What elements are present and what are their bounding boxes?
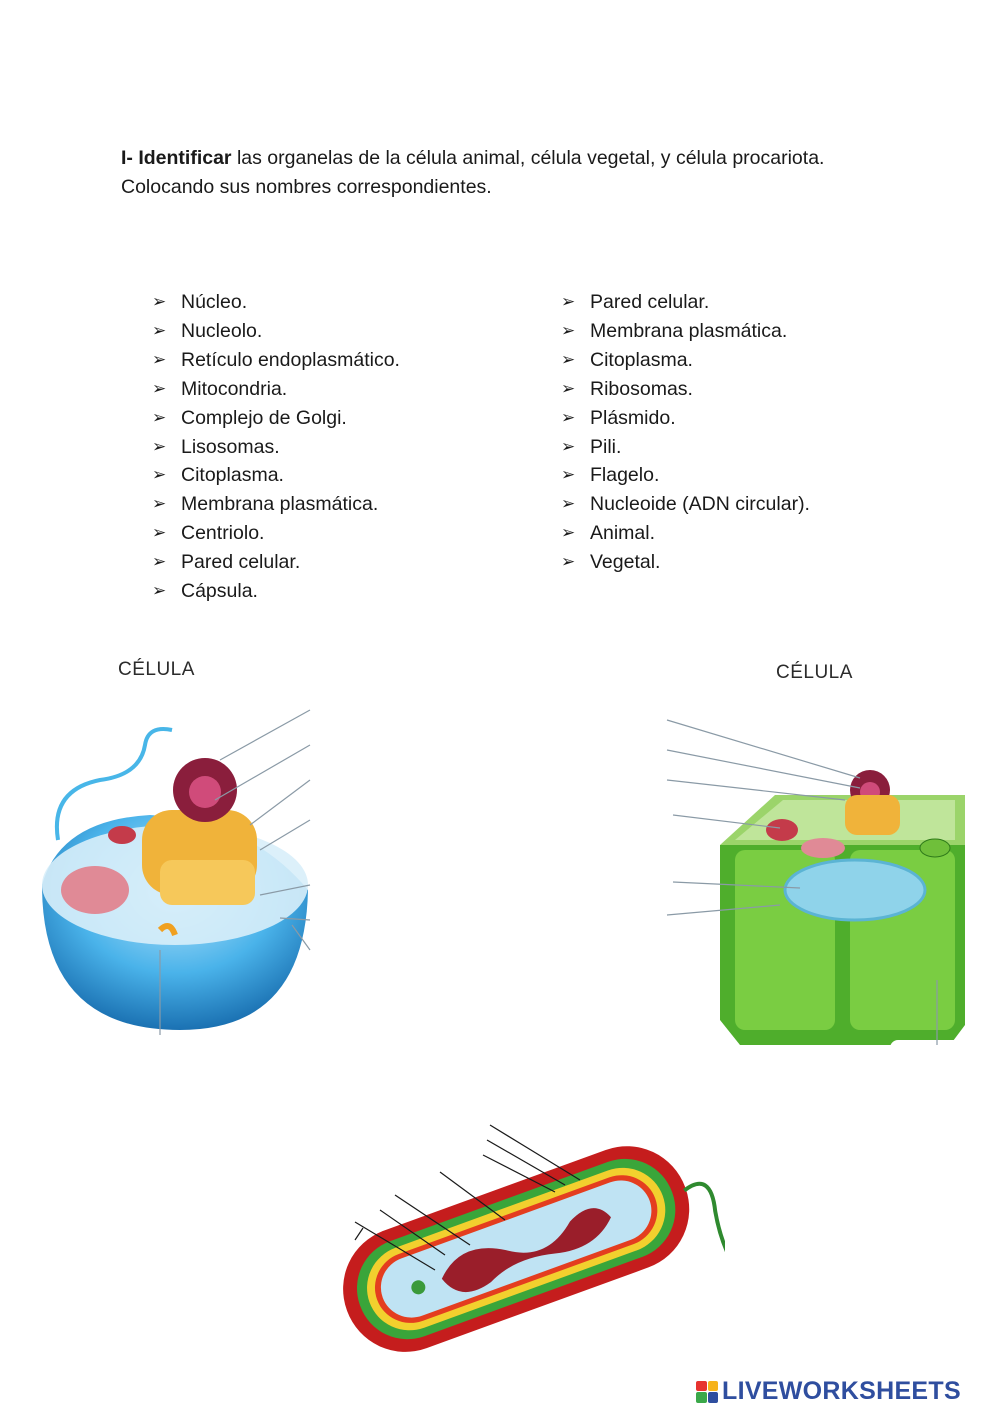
- arrow-bullet-icon: ➢: [152, 436, 167, 457]
- arrow-bullet-icon: ➢: [152, 494, 167, 515]
- list-item-label: Flagelo.: [590, 464, 660, 487]
- list-item: [152, 577, 400, 606]
- organelle-list-left: [152, 288, 400, 606]
- list-item-label: Núcleo.: [181, 291, 248, 313]
- arrow-bullet-icon: ➢: [561, 552, 576, 573]
- arrow-bullet-icon: ➢: [152, 552, 167, 573]
- arrow-bullet-icon: ➢: [561, 523, 576, 544]
- plant-cell-title: CÉLULA: [776, 662, 853, 683]
- list-item: [561, 404, 810, 433]
- list-item-label: Citoplasma.: [590, 348, 693, 371]
- list-item-label: Nucleolo.: [181, 319, 263, 342]
- list-item-label: Centriolo.: [181, 522, 265, 545]
- instructions-bold: I- Identificar: [121, 147, 232, 169]
- list-item: [561, 461, 810, 490]
- list-item-label: Pared celular.: [181, 551, 301, 574]
- arrow-bullet-icon: ➢: [561, 494, 576, 515]
- arrow-bullet-icon: ➢: [152, 349, 167, 370]
- list-item: [561, 519, 810, 548]
- list-item: [152, 375, 400, 404]
- list-item: [152, 490, 400, 519]
- liveworksheets-logo: [696, 1377, 961, 1406]
- arrow-bullet-icon: ➢: [152, 581, 167, 602]
- arrow-bullet-icon: ➢: [152, 320, 167, 341]
- arrow-bullet-icon: ➢: [561, 465, 576, 486]
- list-item-label: Pared celular.: [590, 291, 710, 313]
- list-item: [561, 548, 810, 577]
- animal-cell-figure: [30, 700, 320, 1070]
- instructions: [121, 144, 841, 202]
- arrow-bullet-icon: ➢: [561, 378, 576, 399]
- bacterial-cell-figure: [315, 1100, 725, 1385]
- organelle-list-right: [561, 288, 810, 577]
- list-item: [561, 433, 810, 462]
- list-item-label: Vegetal.: [590, 551, 661, 574]
- list-item-label: Pili.: [590, 435, 622, 458]
- list-item: [561, 346, 810, 375]
- list-item: [561, 375, 810, 404]
- list-item-label: Citoplasma.: [181, 464, 284, 487]
- brand-badge-icon: [696, 1381, 718, 1403]
- list-item: [152, 288, 400, 317]
- list-item: [561, 288, 810, 317]
- arrow-bullet-icon: ➢: [152, 407, 167, 428]
- brand-text: LIVEWORKSHEETS: [722, 1377, 961, 1405]
- list-item-label: Complejo de Golgi.: [181, 406, 347, 429]
- list-item-label: Membrana plasmática.: [590, 319, 788, 342]
- list-item: [152, 346, 400, 375]
- list-item-label: Ribosomas.: [590, 377, 693, 400]
- arrow-bullet-icon: ➢: [152, 378, 167, 399]
- golgi-shape: [142, 810, 257, 905]
- list-item-label: Cápsula.: [181, 580, 258, 603]
- arrow-bullet-icon: ➢: [152, 523, 167, 544]
- arrow-bullet-icon: ➢: [561, 292, 576, 312]
- list-item-label: Mitocondria.: [181, 377, 288, 400]
- list-item: [152, 519, 400, 548]
- instructions-line2: Colocando sus nombres correspondientes.: [121, 176, 492, 198]
- animal-cell-title: CÉLULA: [118, 659, 195, 680]
- list-item-label: Membrana plasmática.: [181, 493, 379, 516]
- arrow-bullet-icon: ➢: [561, 320, 576, 341]
- list-item: [152, 317, 400, 346]
- list-item-label: Plásmido.: [590, 406, 676, 429]
- list-item: [152, 548, 400, 577]
- arrow-bullet-icon: ➢: [561, 436, 576, 457]
- list-item: [152, 461, 400, 490]
- plant-cell-figure: [665, 700, 985, 1070]
- list-item-label: Nucleoide (ADN circular).: [590, 493, 810, 516]
- list-item: [561, 490, 810, 519]
- list-item-label: Lisosomas.: [181, 435, 280, 458]
- list-item: [152, 404, 400, 433]
- arrow-bullet-icon: ➢: [561, 407, 576, 428]
- list-item: [152, 433, 400, 462]
- instructions-text: las organelas de la célula animal, célula vegetal, y célula procariota.: [231, 147, 825, 169]
- list-item-label: Retículo endoplasmático.: [181, 348, 400, 371]
- arrow-bullet-icon: ➢: [561, 349, 576, 370]
- arrow-bullet-icon: ➢: [152, 292, 167, 312]
- arrow-bullet-icon: ➢: [152, 465, 167, 486]
- list-item-label: Animal.: [590, 522, 656, 545]
- list-item: [561, 317, 810, 346]
